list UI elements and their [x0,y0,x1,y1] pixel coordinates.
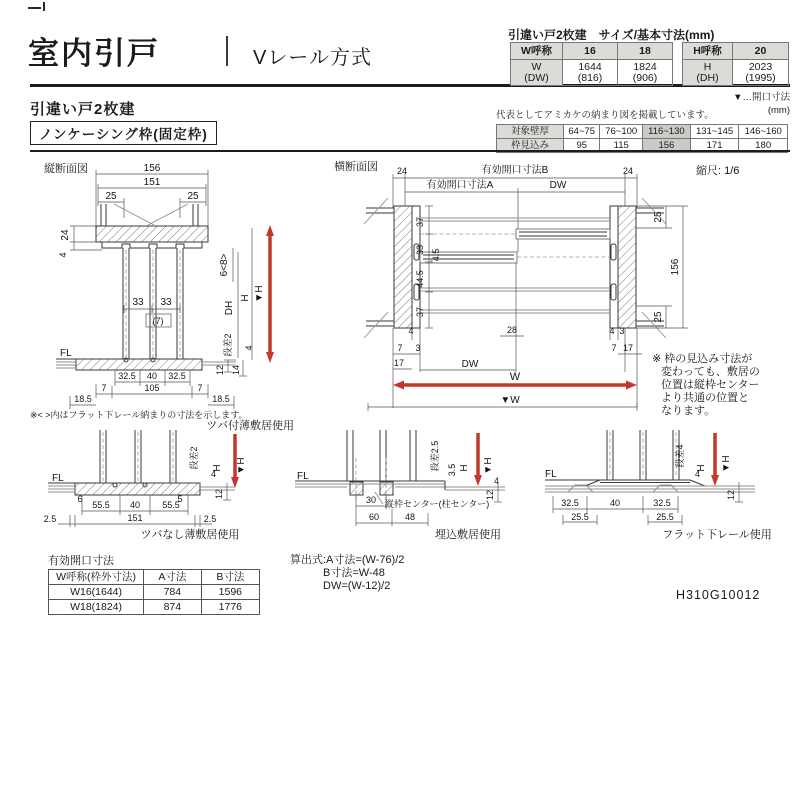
svg-text:60: 60 [368,512,380,522]
svg-text:40: 40 [146,371,158,381]
hs-right-dimensions [636,206,688,328]
svg-text:W: W [509,371,521,383]
d3-caption: フラット下レール使用 [662,529,772,541]
section-title [30,98,217,145]
wall-r2c3: 156 [642,139,690,153]
svg-text:段差2.5: 段差2.5 [430,440,440,472]
page-header [28,28,448,72]
svg-text:105: 105 [144,383,160,393]
svg-text:3: 3 [619,326,625,336]
ot-r1c3: 1596 [201,585,259,600]
wall-r1c4: 131~145 [690,125,739,139]
svg-text:FL: FL [60,348,72,359]
formula-line2: B寸法=W-48 [323,567,385,579]
svg-text:段差2: 段差2 [189,446,199,470]
size-table-h [682,42,789,86]
svg-text:なります。: なります。 [661,405,716,417]
vs-right-dimensions [219,228,265,360]
svg-text:32.5: 32.5 [653,498,671,508]
svg-text:4: 4 [494,476,500,486]
svg-text:12: 12 [214,488,224,500]
section-title-line2: ノンケーシング枠(固定枠) [30,121,217,145]
svg-text:7: 7 [101,383,107,393]
corner-mark-horizontal [28,7,41,9]
svg-text:より共通の位置と: より共通の位置と [661,392,749,404]
formula-line1: 算出式:A寸法=(W-76)/2 [290,554,405,566]
svg-text:4.5: 4.5 [431,248,441,262]
wall-r1c3: 116~130 [642,125,690,139]
svg-text:DW: DW [461,359,479,370]
svg-text:25.5: 25.5 [656,512,674,522]
size-table-w [510,42,673,86]
svg-text:有効開口寸法B: 有効開口寸法B [481,165,549,176]
svg-text:25: 25 [653,311,664,323]
formula-line3: DW=(W-12)/2 [323,580,391,592]
svg-text:※ 枠の見込み寸法が: ※ 枠の見込み寸法が [652,353,753,365]
page-subtitle: Vレール方式 [253,47,372,69]
svg-text:7: 7 [397,343,403,353]
svg-text:4: 4 [58,252,68,258]
header-rule [30,84,790,87]
h-row-label: H (DH) [683,60,733,86]
svg-text:24: 24 [396,166,408,176]
svg-text:33: 33 [415,244,425,256]
svg-text:▼H: ▼H [483,457,494,475]
svg-text:40: 40 [609,498,621,508]
w16-value: 1644 (816) [563,60,618,86]
svg-text:32.5: 32.5 [118,371,136,381]
d1-caption: ツバなし薄敷居使用 [140,529,240,541]
svg-text:156: 156 [670,258,681,276]
wall-table-unit: (mm) [767,105,790,116]
svg-text:33: 33 [160,297,172,308]
svg-text:32.5: 32.5 [561,498,579,508]
vs-note: ※< >内はフラット下レール納まりの寸法を示します。 [30,410,248,420]
w18-value: 1824 (906) [618,60,673,86]
svg-text:151: 151 [127,513,143,523]
svg-text:25: 25 [653,211,664,223]
ot-col2: A寸法 [144,570,202,585]
section-title-line1: 引違い戸2枚建 [30,101,136,118]
svg-text:30: 30 [365,495,377,505]
svg-text:DH: DH [224,300,235,316]
hs-width-arrow [368,371,637,411]
svg-text:44.5: 44.5 [415,270,425,288]
d2-sill [295,471,505,495]
detail-embedded-sill-drawing [295,430,550,542]
vs-height-arrow [266,225,274,363]
svg-text:H: H [459,464,470,472]
d2-bottom-dimensions [356,492,489,526]
wall-r2c4: 171 [690,139,739,153]
opening-size-block [48,552,260,615]
wall-table-note: 代表としてアミカケの納まり図を掲載しています。 [496,110,714,121]
svg-text:48: 48 [404,512,416,522]
svg-text:DW: DW [549,180,567,191]
svg-text:37: 37 [415,216,425,228]
svg-text:25: 25 [105,191,117,202]
svg-text:24: 24 [622,166,634,176]
svg-text:FL: FL [545,469,557,480]
h20-header-cell: 20 [733,43,789,60]
header-divider [226,36,228,66]
vs-top-dimensions [96,163,208,226]
svg-text:5: 5 [177,494,183,504]
svg-text:7: 7 [611,343,617,353]
svg-text:37: 37 [415,306,425,318]
wall-r1c1: 64~75 [564,125,600,139]
corner-mark-vertical [43,2,45,11]
ot-r1c1: W16(1644) [49,585,144,600]
w16-header-cell: 16 [563,43,618,60]
d1-bottom-dimensions [44,494,217,527]
formula-block [290,554,404,593]
ot-r2c1: W18(1824) [49,600,144,615]
svg-text:H: H [696,464,707,472]
d3-bottom-dimensions [553,496,682,525]
svg-text:4: 4 [211,469,217,479]
ot-col1: W呼称(枠外寸法) [49,570,144,585]
svg-text:40: 40 [129,500,141,510]
h-header-cell: H呼称 [683,43,733,60]
vs-sill [56,348,236,370]
d3-leaves [607,430,679,480]
svg-text:151: 151 [143,177,161,188]
svg-text:7: 7 [197,383,203,393]
ot-r2c2: 874 [144,600,202,615]
svg-text:33: 33 [132,297,144,308]
svg-text:55.5: 55.5 [162,500,180,510]
vs-middle-dimensions [124,297,180,327]
opening-size-table [48,569,260,615]
ot-col3: B寸法 [201,570,259,585]
opening-table-title: 有効開口寸法 [48,555,114,567]
svg-text:6: 6 [77,494,83,504]
svg-text:18.5: 18.5 [212,394,230,404]
svg-text:4: 4 [408,326,414,336]
svg-text:25: 25 [187,191,199,202]
svg-text:FL: FL [52,473,64,484]
svg-text:(7): (7) [152,316,164,326]
hs-tracks-and-leaves [420,218,610,313]
svg-text:FL: FL [297,471,309,482]
ot-r2c3: 1776 [201,600,259,615]
wall-row2-label: 枠見込み [497,139,564,153]
hs-walls-and-frames [364,198,666,338]
svg-text:25.5: 25.5 [571,512,589,522]
svg-text:3: 3 [415,343,421,353]
vs-caption: ツバ付薄敷居使用 [206,420,294,432]
detail-flat-rail-drawing [545,430,800,542]
page-title: 室内引戸 [28,36,160,71]
opening-legend: ▼…開口寸法 [733,92,790,103]
svg-text:17: 17 [393,358,405,368]
wall-thickness-block [496,105,790,153]
detail-thin-sill-drawing [30,430,300,542]
svg-text:55.5: 55.5 [92,500,110,510]
svg-text:段差4: 段差4 [675,444,685,468]
svg-text:12: 12 [485,489,495,501]
hs-scale: 縮尺: 1/6 [696,165,740,177]
svg-text:変わっても、敷居の: 変わっても、敷居の [661,366,760,378]
svg-text:有効開口寸法A: 有効開口寸法A [426,180,494,191]
svg-text:▼H: ▼H [721,455,732,473]
svg-text:4: 4 [609,326,615,336]
svg-text:6<8>: 6<8> [219,253,230,277]
svg-text:12: 12 [215,364,225,376]
doc-code: H310G10012 [676,588,761,602]
svg-text:4: 4 [244,345,254,351]
d2-right-dimensions [429,433,502,502]
vs-left-dimensions [58,226,102,258]
vs-wall-and-head-jamb [96,204,208,248]
hs-label: 横断面図 [334,161,378,173]
wall-thickness-table [496,124,788,153]
horizontal-section-drawing [330,158,800,430]
wall-r1c2: 76~100 [600,125,643,139]
svg-text:▼H: ▼H [254,285,265,303]
svg-text:▼W: ▼W [500,395,520,406]
svg-text:156: 156 [143,163,161,174]
vs-label: 縦断面図 [44,163,88,175]
size-table-title: 引違い戸2枚建 サイズ/基本寸法(mm) [508,28,715,42]
svg-text:32.5: 32.5 [168,371,186,381]
svg-text:3.5: 3.5 [447,463,457,477]
wall-r2c1: 95 [564,139,600,153]
svg-text:段差2: 段差2 [223,333,233,357]
svg-text:18.5: 18.5 [74,394,92,404]
svg-text:28: 28 [506,325,518,335]
svg-text:H: H [240,294,251,302]
svg-text:12: 12 [726,489,736,501]
d2-caption: 埋込敷居使用 [435,529,501,541]
ot-r1c2: 784 [144,585,202,600]
svg-text:24: 24 [60,229,71,241]
svg-text:位置は縦枠センター: 位置は縦枠センター [661,379,760,391]
svg-text:縦枠センター(柱センター): 縦枠センター(柱センター) [385,499,490,509]
size-table-block [508,26,792,84]
h20-value: 2023 (1995) [733,60,789,86]
wall-r2c2: 115 [600,139,643,153]
wall-r1c5: 146~160 [739,125,788,139]
svg-text:H: H [212,464,223,472]
vertical-section-drawing [30,158,300,430]
svg-text:17: 17 [622,343,634,353]
svg-text:2.5: 2.5 [43,514,57,524]
wall-row1-label: 対象壁厚 [497,125,564,139]
svg-text:4: 4 [695,469,701,479]
section-rule [30,150,790,152]
w-row-label: W (DW) [511,60,563,86]
svg-text:▼H: ▼H [236,457,247,475]
hs-note [652,351,760,417]
svg-text:2.5: 2.5 [203,514,217,524]
wall-r2c5: 180 [739,139,788,153]
w-header-cell: W呼称 [511,43,563,60]
d1-leaves [100,430,176,483]
w18-header-cell: 18 [618,43,673,60]
svg-text:14: 14 [231,364,241,376]
